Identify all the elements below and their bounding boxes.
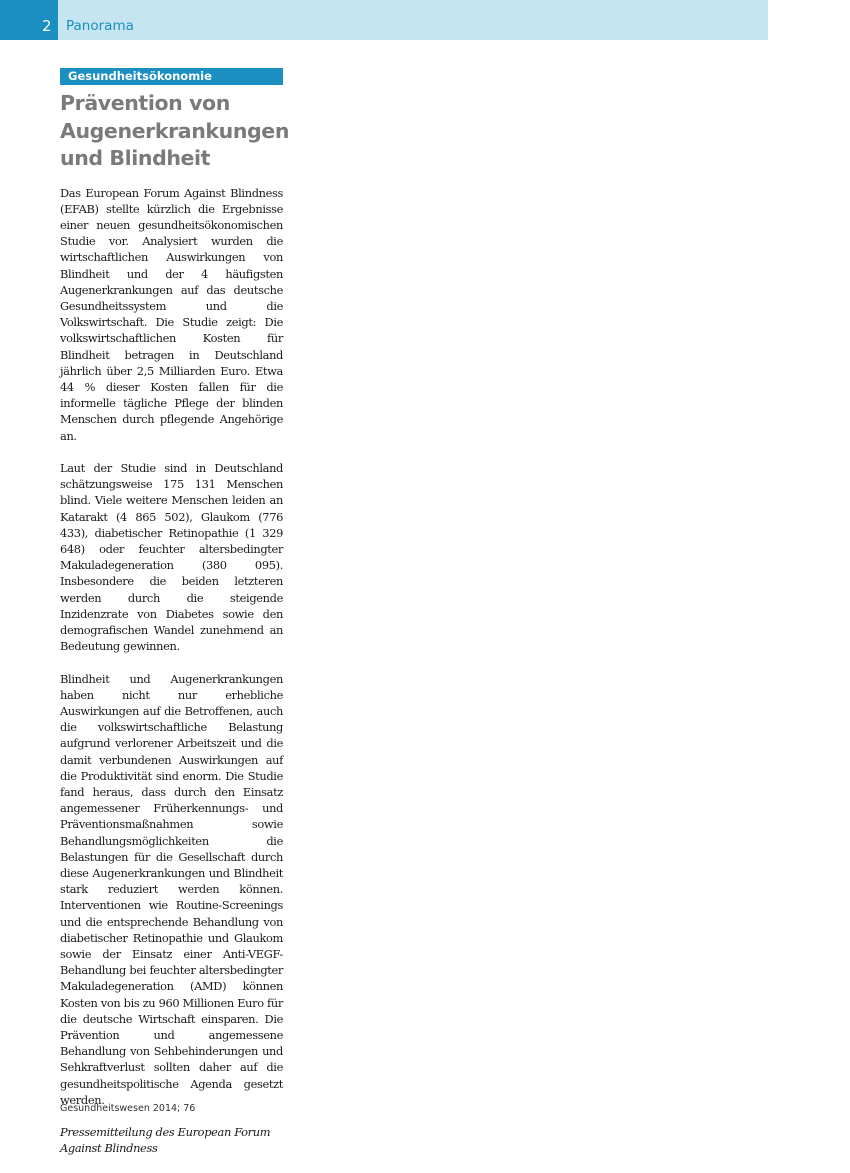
- journal-citation: Gesundheitswesen 2014; 76: [60, 1103, 196, 1114]
- section-title: Panorama: [66, 18, 134, 34]
- source-note: [60, 1124, 283, 1156]
- article-title: Prävention von Augenerkrankungen und Blindheit: [60, 91, 290, 170]
- paragraph-1: Das European Forum Against Blindness (EFAB) stellte kürzlich die Ergebnisse einer neuen gesundheitsökonomischen Studie vor. Analysiert wurden die wirtschaftlichen Auswirkungen von Blindheit und der 4 häufigsten Augenerkrankungen auf das deutsche Gesundheitssystem und die Volkswirtschaft. Die Studie zeigt: Die volkswirtschaftlichen Kosten für Blindheit betragen in Deutschland jährlich über 2,5 Milliarden Euro. Etwa 44 % dieser Kosten fallen für die informelle tägliche Pflege der blinden Menschen durch pflegende Angehörige an.: [60, 185, 283, 443]
- page-header: [0, 0, 768, 40]
- category-label: Gesundheitsökonomie: [60, 68, 283, 85]
- paragraph-2: Laut der Studie sind in Deutschland schätzungsweise 175 131 Menschen blind. Viele weitere Menschen leiden an Katarakt (4 865 502), Glaukom (776 433), diabetischer Retinopathie (1 329 648) oder feuchter altersbedingter Makuladegeneration (380 095). Insbesondere die beiden letzteren werden durch die steigende Inzidenzrate von Diabetes sowie den demografischen Wandel zunehmend an Bedeutung gewinnen.: [60, 460, 283, 654]
- article: [60, 68, 290, 1173]
- source-line-1: Pressemitteilung des European Forum: [60, 1125, 271, 1140]
- page-number: 2: [0, 0, 58, 40]
- source-line-2: Against Blindness: [60, 1141, 158, 1156]
- paragraph-3: Blindheit und Augenerkrankungen haben nicht nur erhebliche Auswirkungen auf die Betroffenen, auch die volkswirtschaftliche Belastung aufgrund verlorener Arbeitszeit und die damit verbundenen Auswirkungen auf die Produktivität sind enorm. Die Studie fand heraus, dass durch den Einsatz angemessener Früherkennungs- und Präventionsmaßnahmen sowie Behandlungsmöglichkeiten die Belastungen für die Gesellschaft durch diese Augenerkrankungen und Blindheit stark reduziert werden können. Interventionen wie Routine-Screenings und die entsprechende Behandlung von diabetischer Retinopathie und Glaukom sowie der Einsatz einer Anti-VEGF-Behandlung bei feuchter altersbedingter Makuladegeneration (AMD) können Kosten von bis zu 960 Millionen Euro für die deutsche Wirtschaft einsparen. Die Prävention und angemessene Behandlung von Sehbehinderungen und Sehkraftverlust sollten daher auf die gesundheitspolitische Agenda gesetzt werden.: [60, 671, 283, 1107]
- article-body: [60, 185, 283, 1157]
